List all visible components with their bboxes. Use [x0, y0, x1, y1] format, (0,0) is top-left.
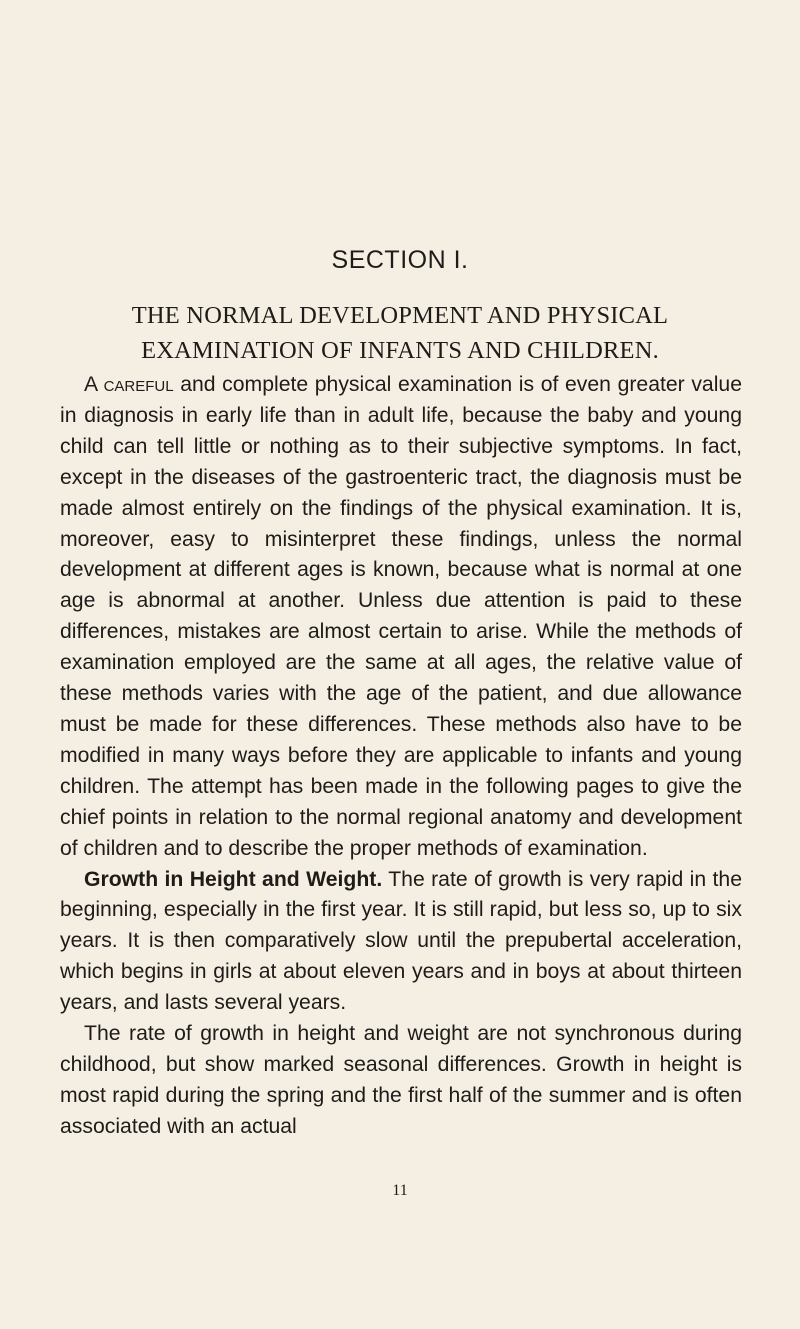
paragraph-growth: [60, 865, 742, 1020]
chapter-title-line-2: EXAMINATION OF INFANTS AND CHILDREN.: [141, 337, 659, 364]
paragraph-rate: [60, 1019, 742, 1143]
run-in-heading: Growth in Height and Weight.: [84, 867, 383, 891]
paragraph-intro: [60, 370, 742, 865]
paragraph-rate-text: The rate of growth in height and weight are not synchronous during childhood, but show marked seasonal differences. Growth in height is most rapid during the spring and the first half of the summer and is often associated with an actual: [60, 1022, 742, 1138]
chapter-title-line-1: THE NORMAL DEVELOPMENT AND PHYSICAL: [131, 302, 669, 329]
body-text: [60, 370, 742, 1143]
section-heading: SECTION I.: [331, 246, 469, 274]
opening-small-caps: A careful: [84, 373, 174, 396]
paragraph-intro-text: and complete physical examination is of even greater value in diagnosis in early life than in adult life, because the baby and young child can tell little or nothing as to their subjective symptoms. In fact, except in the diseases of the gastroenteric tract, the diagnosis must be made almost entirely on the findings of the physical examination. It is, moreover, easy to misinterpret these findings, unless the normal development at different ages is known, because what is normal at one age is abnormal at another. Unless due attention is paid to these differences, mistakes are almost certain to arise. While the methods of examination employed are the same at all ages, the relative value of these methods varies with the age of the patient, and due allowance must be made for these differences. These methods also have to be modified in many ways before they are applicable to infants and young children. The attempt has been made in the following pages to give the chief points in relation to the normal regional anatomy and development of children and to describe the proper methods of examination.: [60, 373, 742, 860]
page-number: 11: [392, 1182, 408, 1199]
paragraph-growth-text: The rate of growth is very rapid in the beginning, especially in the first year. It is still rapid, but less so, up to six years. It is then comparatively slow until the prepubertal acceleration, which begins in girls at about eleven years and in boys at about thirteen years, and lasts several years.: [60, 867, 742, 1015]
chapter-title: [60, 298, 740, 368]
